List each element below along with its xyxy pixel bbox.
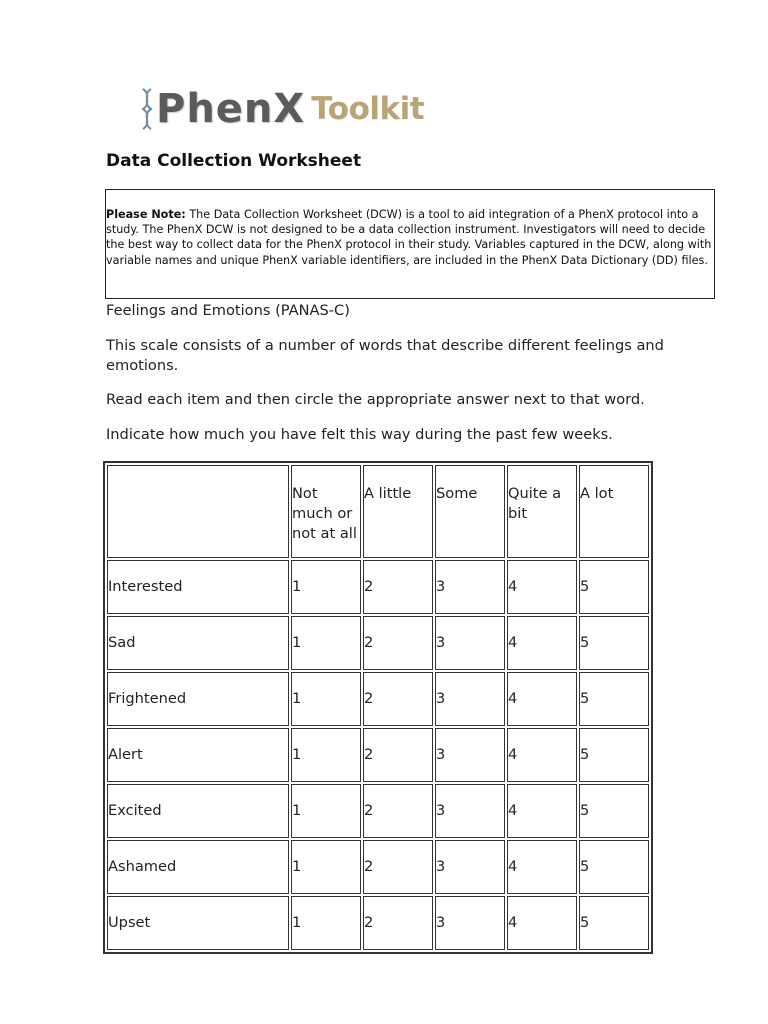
note-label: Please Note:: [106, 208, 186, 221]
rating-cell[interactable]: 2: [363, 728, 433, 782]
rating-cell[interactable]: 5: [579, 896, 649, 950]
rating-cell[interactable]: 3: [435, 840, 505, 894]
item-label: Upset: [107, 896, 289, 950]
rating-cell[interactable]: 5: [579, 672, 649, 726]
rating-cell[interactable]: 4: [507, 560, 577, 614]
rating-cell[interactable]: 4: [507, 784, 577, 838]
instruction-read: Read each item and then circle the appropriate answer next to that word.: [106, 391, 645, 408]
rating-cell[interactable]: 1: [291, 616, 361, 670]
table-header-row: [107, 465, 649, 558]
header-a-little: A little: [363, 465, 433, 558]
header-blank-cell: [107, 465, 289, 558]
rating-cell[interactable]: 5: [579, 616, 649, 670]
item-label: Interested: [107, 560, 289, 614]
rating-cell[interactable]: 3: [435, 560, 505, 614]
dna-helix-icon: [140, 88, 154, 130]
scale-description: This scale consists of a number of words that describe different feelings and emotions.: [106, 337, 664, 374]
header-some: Some: [435, 465, 505, 558]
rating-cell[interactable]: 5: [579, 784, 649, 838]
table-row: [107, 616, 649, 670]
table-row: [107, 728, 649, 782]
note-box: [105, 189, 715, 299]
rating-cell[interactable]: 2: [363, 616, 433, 670]
rating-cell[interactable]: 5: [579, 728, 649, 782]
note-text: [106, 207, 712, 268]
logo-phenx-text: PhenX: [156, 86, 306, 132]
rating-cell[interactable]: 2: [363, 672, 433, 726]
rating-cell[interactable]: 2: [363, 784, 433, 838]
page-title: Data Collection Worksheet: [106, 151, 362, 171]
rating-cell[interactable]: 3: [435, 784, 505, 838]
item-label: Excited: [107, 784, 289, 838]
table-row: [107, 896, 649, 950]
rating-cell[interactable]: 2: [363, 840, 433, 894]
rating-cell[interactable]: 1: [291, 560, 361, 614]
rating-cell[interactable]: 1: [291, 728, 361, 782]
panas-c-table: [103, 461, 653, 954]
rating-cell[interactable]: 3: [435, 672, 505, 726]
rating-cell[interactable]: 1: [291, 840, 361, 894]
table-row: [107, 560, 649, 614]
table-row: [107, 784, 649, 838]
header-not-much: Not much or not at all: [291, 465, 361, 558]
rating-cell[interactable]: 2: [363, 560, 433, 614]
rating-cell[interactable]: 4: [507, 616, 577, 670]
item-label: Ashamed: [107, 840, 289, 894]
rating-cell[interactable]: 5: [579, 560, 649, 614]
logo-toolkit-text: Toolkit: [311, 90, 425, 127]
item-label: Alert: [107, 728, 289, 782]
people-icon: [106, 108, 138, 111]
rating-cell[interactable]: 1: [291, 896, 361, 950]
rating-cell[interactable]: 5: [579, 840, 649, 894]
header-quite-a-bit: Quite a bit: [507, 465, 577, 558]
rating-cell[interactable]: 4: [507, 672, 577, 726]
item-label: Sad: [107, 616, 289, 670]
rating-cell[interactable]: 4: [507, 728, 577, 782]
scale-name: Feelings and Emotions (PANAS-C): [106, 302, 350, 319]
rating-cell[interactable]: 3: [435, 616, 505, 670]
rating-cell[interactable]: 3: [435, 896, 505, 950]
rating-cell[interactable]: 4: [507, 840, 577, 894]
rating-cell[interactable]: 1: [291, 672, 361, 726]
instruction-indicate: Indicate how much you have felt this way during the past few weeks.: [106, 426, 613, 443]
table-row: [107, 840, 649, 894]
phenx-toolkit-logo: [106, 88, 424, 130]
rating-cell[interactable]: 2: [363, 896, 433, 950]
rating-cell[interactable]: 1: [291, 784, 361, 838]
header-a-lot: A lot: [579, 465, 649, 558]
rating-cell[interactable]: 4: [507, 896, 577, 950]
item-label: Frightened: [107, 672, 289, 726]
note-body: The Data Collection Worksheet (DCW) is a tool to aid integration of a PhenX protocol into a study. The PhenX DCW is not designed to be a data collection instrument. Investigators will need to decide the best way to collect data for the PhenX protocol in their study. Variables captured in the DCW, along with variable names and unique PhenX variable identifiers, are included in the PhenX Data Dictionary (DD) files.: [106, 208, 712, 267]
rating-cell[interactable]: 3: [435, 728, 505, 782]
table-row: [107, 672, 649, 726]
